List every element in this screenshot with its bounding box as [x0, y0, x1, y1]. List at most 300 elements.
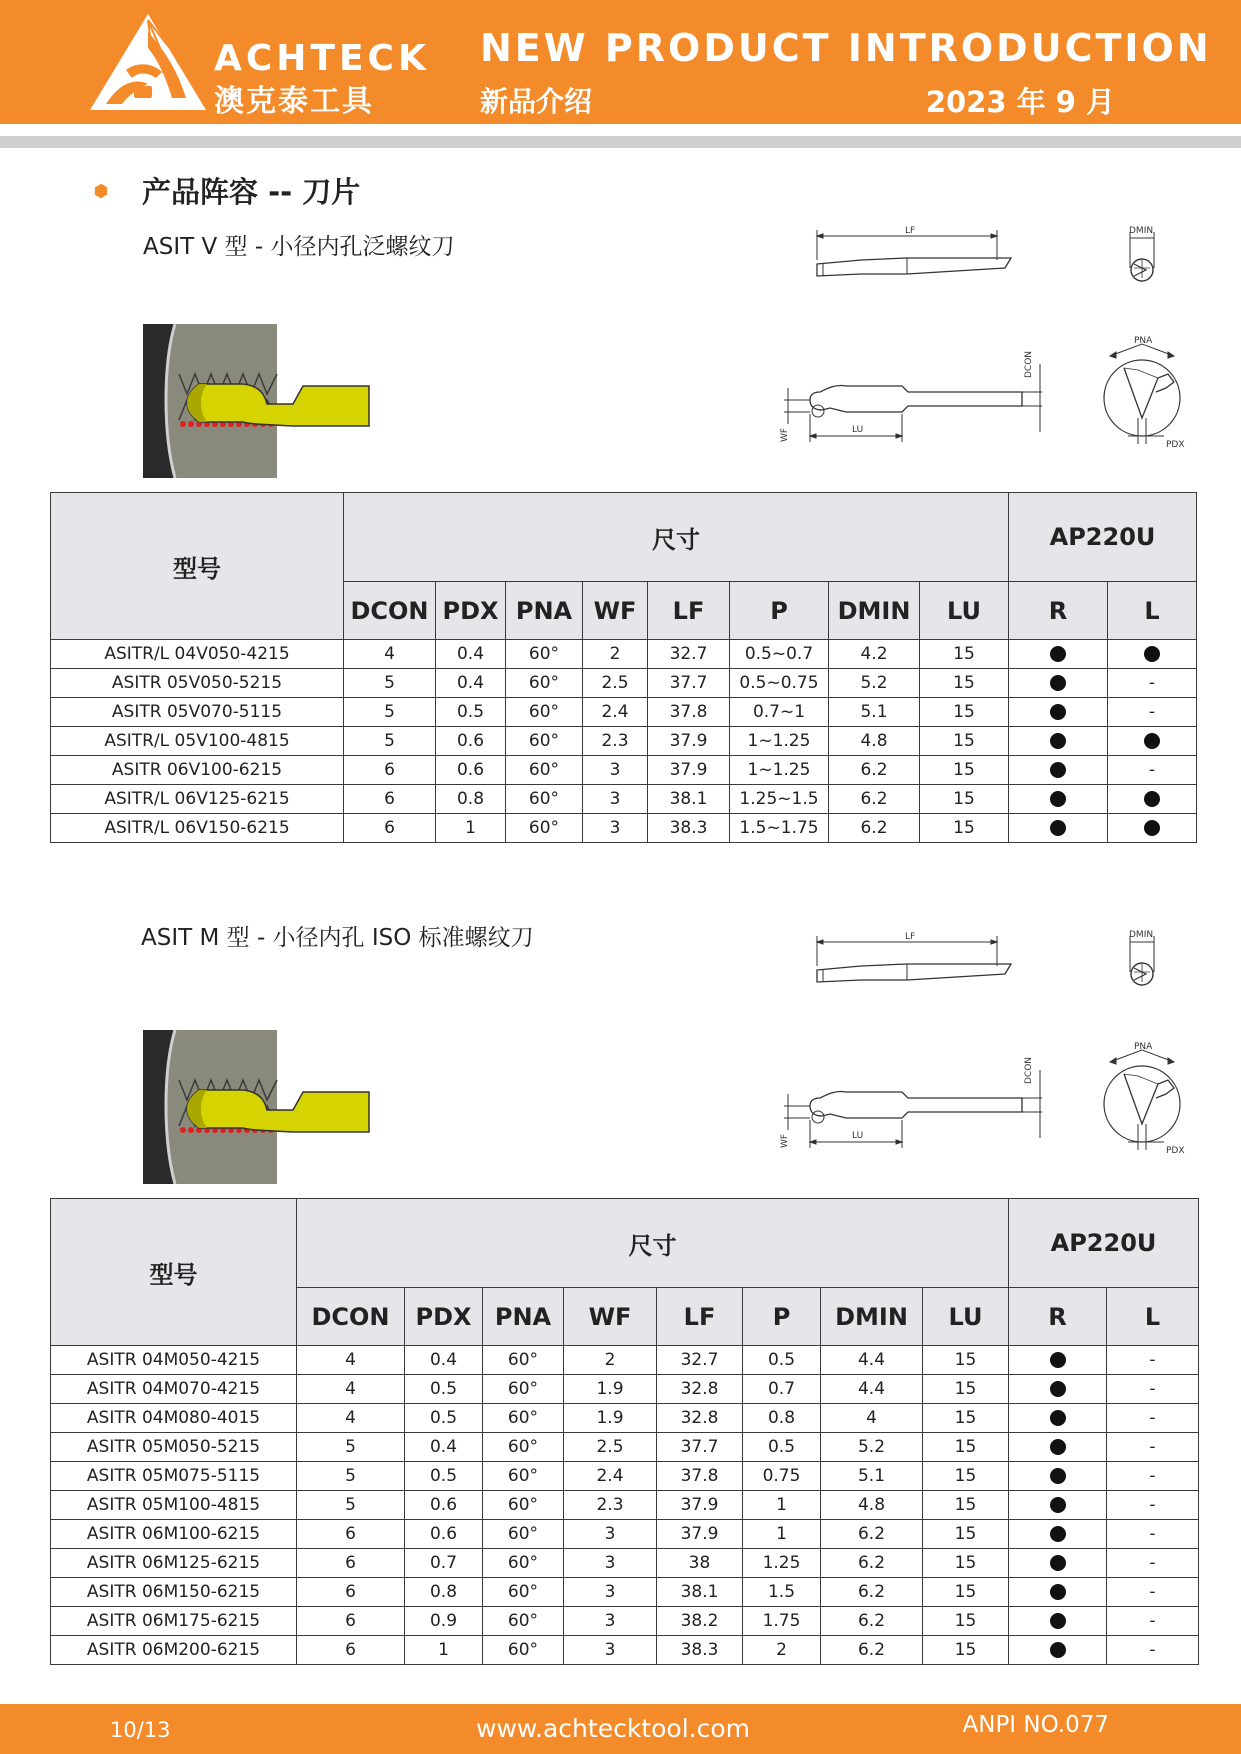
lu-cell: 15: [923, 1636, 1009, 1665]
header-bar: [0, 0, 1241, 124]
header-lf: LF: [657, 1288, 743, 1346]
dmin-cell: 4.2: [829, 640, 920, 669]
lu-cell: 15: [923, 1375, 1009, 1404]
model-cell: ASITR/L 05V100-4815: [51, 727, 344, 756]
lu-cell: 15: [923, 1346, 1009, 1375]
dmin-cell: 4.8: [829, 727, 920, 756]
r-availability-cell: [1009, 756, 1108, 785]
pna-cell: 60°: [483, 1346, 564, 1375]
pdx-cell: 0.5: [405, 1375, 483, 1404]
pdx-cell: 0.6: [405, 1491, 483, 1520]
label-wf: WF: [780, 427, 790, 442]
page-number: 10/13: [110, 1718, 171, 1742]
header-lu: LU: [920, 582, 1009, 640]
header-grade: AP220U: [1009, 1199, 1199, 1288]
lf-cell: 38.1: [648, 785, 730, 814]
thread-profile-detail-diagram: [1098, 332, 1198, 456]
lf-cell: 38.1: [657, 1578, 743, 1607]
table-row: [51, 1462, 1199, 1491]
l-availability-cell: -: [1107, 1491, 1199, 1520]
lf-cell: 37.7: [648, 669, 730, 698]
p-cell: 1~1.25: [730, 727, 829, 756]
pna-cell: 60°: [483, 1636, 564, 1665]
dmin-cell: 6.2: [829, 785, 920, 814]
r-availability-cell: [1009, 698, 1108, 727]
dcon-cell: 6: [297, 1549, 405, 1578]
r-availability-cell: [1009, 1433, 1107, 1462]
l-availability-cell: -: [1107, 1549, 1199, 1578]
l-availability-cell: -: [1107, 1636, 1199, 1665]
wf-cell: 3: [564, 1636, 657, 1665]
available-dot-icon: [1050, 1642, 1066, 1658]
dmin-cell: 6.2: [821, 1549, 923, 1578]
available-dot-icon: [1050, 820, 1066, 836]
dmin-cell: 6.2: [821, 1636, 923, 1665]
lf-cell: 37.9: [657, 1491, 743, 1520]
dcon-cell: 4: [297, 1404, 405, 1433]
pna-cell: 60°: [483, 1433, 564, 1462]
wf-cell: 1.9: [564, 1404, 657, 1433]
lu-cell: 15: [920, 727, 1009, 756]
r-availability-cell: [1009, 814, 1108, 843]
dmin-cell: 6.2: [829, 814, 920, 843]
r-availability-cell: [1009, 1636, 1107, 1665]
model-cell: ASITR 04M080-4015: [51, 1404, 297, 1433]
lu-cell: 15: [920, 698, 1009, 727]
label-lf: LF: [905, 932, 916, 942]
header-r: R: [1009, 582, 1108, 640]
header-grade: AP220U: [1009, 493, 1197, 582]
label-lf: LF: [905, 226, 916, 236]
lf-cell: 38: [657, 1549, 743, 1578]
l-availability-cell: -: [1107, 1433, 1199, 1462]
p-cell: 0.5: [743, 1433, 821, 1462]
wf-cell: 3: [583, 756, 648, 785]
dcon-cell: 6: [297, 1636, 405, 1665]
model-cell: ASITR 06V100-6215: [51, 756, 344, 785]
model-cell: ASITR 06M150-6215: [51, 1578, 297, 1607]
dmin-cell: 6.2: [821, 1578, 923, 1607]
lf-cell: 37.8: [648, 698, 730, 727]
header-wf: WF: [583, 582, 648, 640]
p-cell: 0.75: [743, 1462, 821, 1491]
header-p: P: [730, 582, 829, 640]
l-availability-cell: -: [1107, 1346, 1199, 1375]
pna-cell: 60°: [483, 1578, 564, 1607]
pna-cell: 60°: [506, 785, 583, 814]
wf-cell: 3: [564, 1520, 657, 1549]
p-cell: 1.5~1.75: [730, 814, 829, 843]
header-r: R: [1009, 1288, 1107, 1346]
header-dmin: DMIN: [829, 582, 920, 640]
r-availability-cell: [1009, 1549, 1107, 1578]
pdx-cell: 0.4: [436, 640, 506, 669]
pdx-cell: 0.4: [405, 1433, 483, 1462]
r-availability-cell: [1009, 1578, 1107, 1607]
header-dcon: DCON: [297, 1288, 405, 1346]
p-cell: 1: [743, 1491, 821, 1520]
lf-cell: 38.2: [657, 1607, 743, 1636]
l-availability-cell: -: [1107, 1404, 1199, 1433]
wf-cell: 2.3: [564, 1491, 657, 1520]
header-pdx: PDX: [405, 1288, 483, 1346]
p-cell: 1~1.25: [730, 756, 829, 785]
table-row: [51, 1636, 1199, 1665]
lf-cell: 37.9: [657, 1520, 743, 1549]
l-availability-cell: -: [1107, 1462, 1199, 1491]
l-availability-cell: -: [1108, 669, 1197, 698]
website-link[interactable]: www.achtecktool.com: [476, 1714, 750, 1743]
wf-cell: 2.5: [564, 1433, 657, 1462]
r-availability-cell: [1009, 1491, 1107, 1520]
dcon-cell: 4: [344, 640, 436, 669]
thread-profile-detail-diagram: [1098, 1038, 1198, 1162]
header-lf: LF: [648, 582, 730, 640]
tool-side-view-diagram: [805, 222, 1017, 288]
model-cell: ASITR 05V050-5215: [51, 669, 344, 698]
pna-cell: 60°: [506, 756, 583, 785]
dcon-cell: 6: [344, 756, 436, 785]
thread-cutaway-image: [143, 1030, 371, 1184]
available-dot-icon: [1050, 1410, 1066, 1426]
dcon-cell: 6: [297, 1607, 405, 1636]
dcon-cell: 4: [297, 1346, 405, 1375]
pdx-cell: 0.4: [436, 669, 506, 698]
table-row: [51, 1433, 1199, 1462]
available-dot-icon: [1050, 1468, 1066, 1484]
dmin-cell: 6.2: [821, 1520, 923, 1549]
label-wf: WF: [780, 1133, 790, 1148]
achteck-logo-icon: [86, 12, 210, 112]
pdx-cell: 0.5: [436, 698, 506, 727]
pna-cell: 60°: [506, 814, 583, 843]
available-dot-icon: [1144, 646, 1160, 662]
r-availability-cell: [1009, 1404, 1107, 1433]
l-availability-cell: -: [1108, 756, 1197, 785]
lu-cell: 15: [923, 1607, 1009, 1636]
model-cell: ASITR/L 04V050-4215: [51, 640, 344, 669]
model-cell: ASITR 05M050-5215: [51, 1433, 297, 1462]
p-cell: 1: [743, 1520, 821, 1549]
footer-bar: [0, 1704, 1241, 1754]
lu-cell: 15: [920, 640, 1009, 669]
l-availability-cell: -: [1107, 1607, 1199, 1636]
p-cell: 1.5: [743, 1578, 821, 1607]
model-cell: ASITR 04M070-4215: [51, 1375, 297, 1404]
available-dot-icon: [1050, 1381, 1066, 1397]
model-cell: ASITR/L 06V150-6215: [51, 814, 344, 843]
wf-cell: 3: [564, 1578, 657, 1607]
tool-end-view-diagram: [1120, 928, 1164, 992]
lu-cell: 15: [923, 1433, 1009, 1462]
dmin-cell: 6.2: [829, 756, 920, 785]
l-availability-cell: [1108, 727, 1197, 756]
wf-cell: 3: [564, 1607, 657, 1636]
p-cell: 0.7~1: [730, 698, 829, 727]
p-cell: 2: [743, 1636, 821, 1665]
lu-cell: 15: [920, 785, 1009, 814]
dcon-cell: 5: [344, 727, 436, 756]
r-availability-cell: [1009, 785, 1108, 814]
dmin-cell: 5.2: [821, 1433, 923, 1462]
dcon-cell: 6: [297, 1520, 405, 1549]
r-availability-cell: [1009, 1520, 1107, 1549]
model-cell: ASITR 04M050-4215: [51, 1346, 297, 1375]
available-dot-icon: [1050, 733, 1066, 749]
brand-name-cn: 澳克泰工具: [214, 84, 374, 119]
lf-cell: 32.8: [657, 1375, 743, 1404]
table-row: [51, 785, 1197, 814]
pdx-cell: 0.6: [436, 756, 506, 785]
table-row: [51, 1607, 1199, 1636]
pna-cell: 60°: [483, 1462, 564, 1491]
dcon-cell: 5: [297, 1433, 405, 1462]
dcon-cell: 5: [297, 1462, 405, 1491]
available-dot-icon: [1050, 1352, 1066, 1368]
lf-cell: 37.8: [657, 1462, 743, 1491]
p-cell: 1.75: [743, 1607, 821, 1636]
lf-cell: 32.7: [648, 640, 730, 669]
r-availability-cell: [1009, 727, 1108, 756]
r-availability-cell: [1009, 1607, 1107, 1636]
header-p: P: [743, 1288, 821, 1346]
document-number: ANPI NO.077: [962, 1712, 1109, 1738]
available-dot-icon: [1050, 646, 1066, 662]
dcon-cell: 6: [344, 814, 436, 843]
lu-cell: 15: [923, 1462, 1009, 1491]
lu-cell: 15: [923, 1578, 1009, 1607]
available-dot-icon: [1050, 1613, 1066, 1629]
v-series-title: ASIT V 型 - 小径内孔泛螺纹刀: [143, 234, 455, 260]
dmin-cell: 5.1: [821, 1462, 923, 1491]
section-title: 产品阵容 -- 刀片: [142, 175, 361, 209]
header-lu: LU: [923, 1288, 1009, 1346]
r-availability-cell: [1009, 1375, 1107, 1404]
header-divider: [0, 136, 1241, 148]
dcon-cell: 4: [297, 1375, 405, 1404]
label-pdx: PDX: [1166, 1146, 1185, 1156]
header-l: L: [1107, 1288, 1199, 1346]
lu-cell: 15: [923, 1404, 1009, 1433]
dcon-cell: 5: [344, 698, 436, 727]
header-l: L: [1108, 582, 1197, 640]
available-dot-icon: [1050, 704, 1066, 720]
table-row: [51, 640, 1197, 669]
l-availability-cell: [1108, 640, 1197, 669]
label-pna: PNA: [1134, 1042, 1153, 1052]
pna-cell: 60°: [506, 727, 583, 756]
table-row: [51, 669, 1197, 698]
available-dot-icon: [1050, 791, 1066, 807]
p-cell: 0.5~0.75: [730, 669, 829, 698]
dmin-cell: 4.4: [821, 1346, 923, 1375]
table-row: [51, 1375, 1199, 1404]
model-cell: ASITR 05M075-5115: [51, 1462, 297, 1491]
pdx-cell: 0.8: [405, 1578, 483, 1607]
available-dot-icon: [1050, 1526, 1066, 1542]
wf-cell: 2.4: [583, 698, 648, 727]
l-availability-cell: -: [1108, 698, 1197, 727]
available-dot-icon: [1050, 1584, 1066, 1600]
l-availability-cell: [1108, 785, 1197, 814]
wf-cell: 1.9: [564, 1375, 657, 1404]
lu-cell: 15: [920, 669, 1009, 698]
table-row: [51, 1578, 1199, 1607]
header-dimensions: 尺寸: [297, 1199, 1009, 1288]
lf-cell: 37.9: [648, 756, 730, 785]
l-availability-cell: [1108, 814, 1197, 843]
table-row: [51, 1520, 1199, 1549]
model-cell: ASITR 05V070-5115: [51, 698, 344, 727]
header-model: 型号: [51, 493, 344, 640]
pdx-cell: 0.9: [405, 1607, 483, 1636]
lu-cell: 15: [923, 1549, 1009, 1578]
dmin-cell: 6.2: [821, 1607, 923, 1636]
tool-top-view-diagram: [778, 1050, 1048, 1154]
pdx-cell: 0.7: [405, 1549, 483, 1578]
pdx-cell: 0.6: [436, 727, 506, 756]
pdx-cell: 0.4: [405, 1346, 483, 1375]
wf-cell: 3: [583, 785, 648, 814]
lf-cell: 38.3: [648, 814, 730, 843]
table-row: [51, 756, 1197, 785]
tool-end-view-diagram: [1120, 224, 1164, 288]
dcon-cell: 6: [297, 1578, 405, 1607]
pna-cell: 60°: [506, 669, 583, 698]
pna-cell: 60°: [506, 640, 583, 669]
table-row: [51, 814, 1197, 843]
label-lu: LU: [852, 1131, 864, 1141]
pna-cell: 60°: [483, 1375, 564, 1404]
dcon-cell: 5: [297, 1491, 405, 1520]
r-availability-cell: [1009, 669, 1108, 698]
lf-cell: 37.9: [648, 727, 730, 756]
lu-cell: 15: [920, 814, 1009, 843]
dmin-cell: 4.4: [821, 1375, 923, 1404]
available-dot-icon: [1050, 762, 1066, 778]
header-pdx: PDX: [436, 582, 506, 640]
wf-cell: 3: [564, 1549, 657, 1578]
p-cell: 0.5: [743, 1346, 821, 1375]
r-availability-cell: [1009, 1462, 1107, 1491]
dcon-cell: 5: [344, 669, 436, 698]
p-cell: 1.25: [743, 1549, 821, 1578]
label-dmin: DMIN: [1129, 226, 1154, 236]
header-wf: WF: [564, 1288, 657, 1346]
available-dot-icon: [1050, 1497, 1066, 1513]
pna-cell: 60°: [483, 1404, 564, 1433]
label-lu: LU: [852, 425, 864, 435]
publish-date: 2023 年 9 月: [925, 85, 1115, 119]
label-dcon: DCON: [1024, 350, 1034, 378]
l-availability-cell: -: [1107, 1578, 1199, 1607]
pna-cell: 60°: [483, 1520, 564, 1549]
m-series-spec-table: [50, 1198, 1199, 1665]
pdx-cell: 0.5: [405, 1462, 483, 1491]
pdx-cell: 1: [436, 814, 506, 843]
pdx-cell: 1: [405, 1636, 483, 1665]
lf-cell: 37.7: [657, 1433, 743, 1462]
available-dot-icon: [1144, 733, 1160, 749]
header-pna: PNA: [506, 582, 583, 640]
table-row: [51, 1491, 1199, 1520]
lu-cell: 15: [923, 1491, 1009, 1520]
pna-cell: 60°: [483, 1491, 564, 1520]
available-dot-icon: [1050, 1439, 1066, 1455]
pna-cell: 60°: [483, 1607, 564, 1636]
pdx-cell: 0.6: [405, 1520, 483, 1549]
label-dcon: DCON: [1024, 1056, 1034, 1084]
lf-cell: 38.3: [657, 1636, 743, 1665]
dmin-cell: 4.8: [821, 1491, 923, 1520]
tool-side-view-diagram: [805, 928, 1017, 994]
p-cell: 1.25~1.5: [730, 785, 829, 814]
p-cell: 0.8: [743, 1404, 821, 1433]
label-dmin: DMIN: [1129, 930, 1154, 940]
bullet-icon: [91, 181, 110, 200]
pna-cell: 60°: [506, 698, 583, 727]
model-cell: ASITR 06M200-6215: [51, 1636, 297, 1665]
wf-cell: 2.3: [583, 727, 648, 756]
wf-cell: 2: [564, 1346, 657, 1375]
label-pdx: PDX: [1166, 440, 1185, 450]
l-availability-cell: -: [1107, 1375, 1199, 1404]
table-row: [51, 698, 1197, 727]
wf-cell: 2.4: [564, 1462, 657, 1491]
lu-cell: 15: [920, 756, 1009, 785]
p-cell: 0.5~0.7: [730, 640, 829, 669]
page-title: NEW PRODUCT INTRODUCTION: [480, 26, 1212, 70]
thread-cutaway-image: [143, 324, 371, 478]
wf-cell: 2: [583, 640, 648, 669]
header-dmin: DMIN: [821, 1288, 923, 1346]
r-availability-cell: [1009, 1346, 1107, 1375]
page-subtitle: 新品介绍: [480, 85, 593, 118]
lf-cell: 32.7: [657, 1346, 743, 1375]
available-dot-icon: [1144, 820, 1160, 836]
dmin-cell: 5.1: [829, 698, 920, 727]
header-dimensions: 尺寸: [344, 493, 1009, 582]
lu-cell: 15: [923, 1520, 1009, 1549]
header-dcon: DCON: [344, 582, 436, 640]
dmin-cell: 4: [821, 1404, 923, 1433]
pna-cell: 60°: [483, 1549, 564, 1578]
model-cell: ASITR 05M100-4815: [51, 1491, 297, 1520]
model-cell: ASITR/L 06V125-6215: [51, 785, 344, 814]
l-availability-cell: -: [1107, 1520, 1199, 1549]
dmin-cell: 5.2: [829, 669, 920, 698]
v-series-spec-table: [50, 492, 1197, 843]
brand-name-en: ACHTECK: [214, 38, 430, 79]
model-cell: ASITR 06M125-6215: [51, 1549, 297, 1578]
wf-cell: 3: [583, 814, 648, 843]
available-dot-icon: [1050, 675, 1066, 691]
lf-cell: 32.8: [657, 1404, 743, 1433]
table-row: [51, 1549, 1199, 1578]
table-row: [51, 727, 1197, 756]
available-dot-icon: [1050, 1555, 1066, 1571]
label-pna: PNA: [1134, 336, 1153, 346]
r-availability-cell: [1009, 640, 1108, 669]
p-cell: 0.7: [743, 1375, 821, 1404]
m-series-title: ASIT M 型 - 小径内孔 ISO 标准螺纹刀: [141, 925, 534, 951]
tool-top-view-diagram: [778, 344, 1048, 448]
header-pna: PNA: [483, 1288, 564, 1346]
pdx-cell: 0.5: [405, 1404, 483, 1433]
model-cell: ASITR 06M100-6215: [51, 1520, 297, 1549]
table-row: [51, 1404, 1199, 1433]
model-cell: ASITR 06M175-6215: [51, 1607, 297, 1636]
